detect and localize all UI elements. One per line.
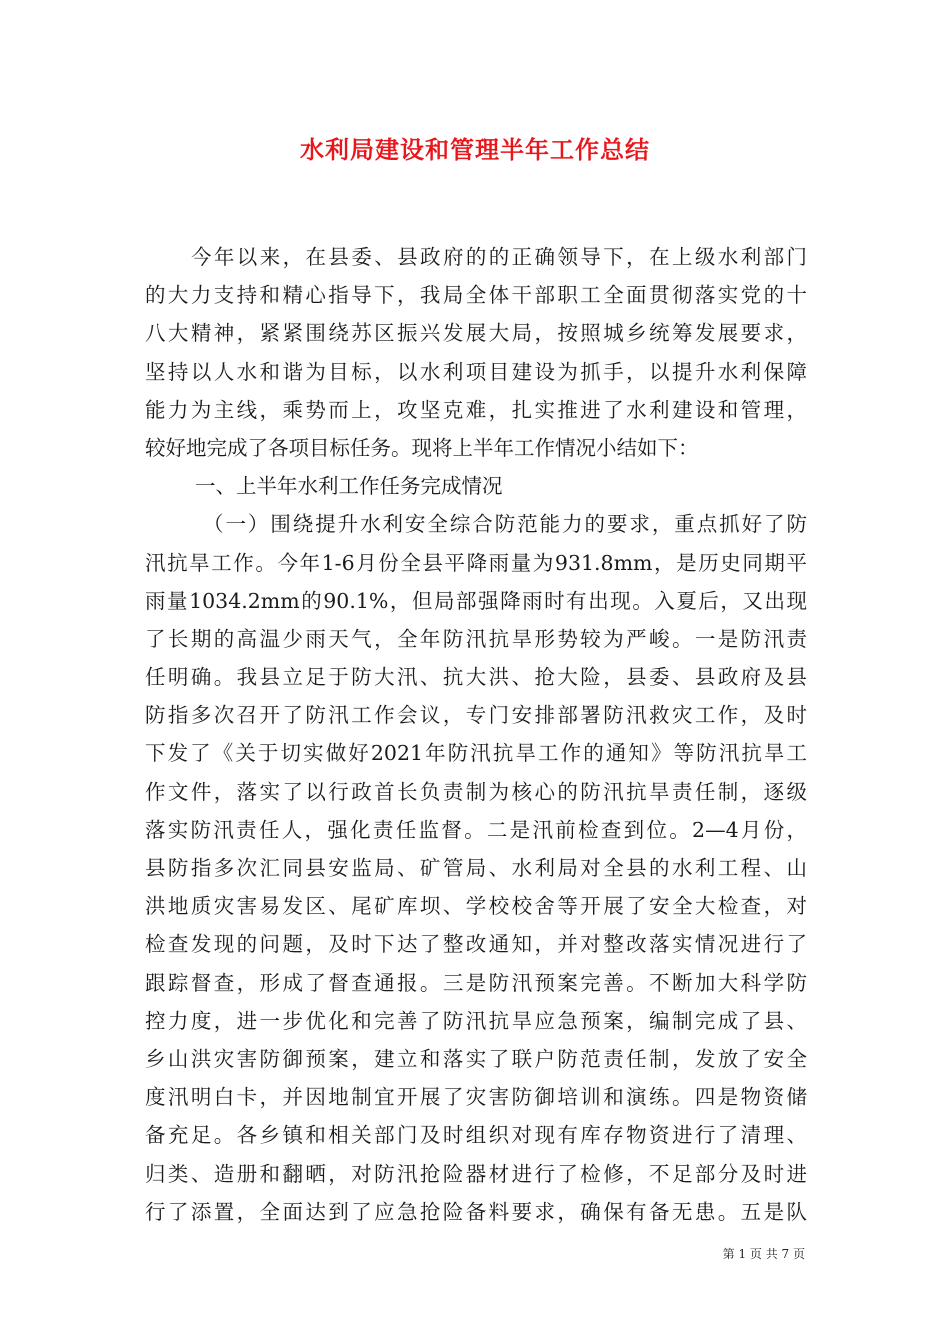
text-line: 了长期的高温少雨天气，全年防汛抗旱形势较为严峻。一是防汛责: [145, 626, 807, 651]
text-line: 控力度，进一步优化和完善了防汛抗旱应急预案，编制完成了县、: [145, 1008, 807, 1033]
text-line: （一）围绕提升水利安全综合防范能力的要求，重点抓好了防: [203, 512, 807, 537]
text-line: 坚持以人水和谐为目标，以水利项目建设为抓手，以提升水利保障: [145, 359, 807, 384]
text-line: 八大精神，紧紧围绕苏区振兴发展大局，按照城乡统筹发展要求，: [145, 321, 807, 346]
text-line: 汛抗旱工作。今年1-6月份全县平降雨量为931.8mm，是历史同期平: [145, 550, 807, 575]
text-line: 归类、造册和翻晒，对防汛抢险器材进行了检修，不足部分及时进: [145, 1161, 807, 1186]
text-line: 较好地完成了各项目标任务。现将上半年工作情况小结如下：: [145, 435, 699, 460]
document-body: [145, 238, 807, 1231]
text-line: 检查发现的问题，及时下达了整改通知，并对整改落实情况进行了: [145, 932, 807, 957]
text-line: 能力为主线，乘势而上，攻坚克难，扎实推进了水利建设和管理，: [145, 397, 807, 422]
text-line: 跟踪督查，形成了督查通报。三是防汛预案完善。不断加大科学防: [145, 970, 807, 995]
text-line: 落实防汛责任人，强化责任监督。二是汛前检查到位。2—4月份，: [145, 817, 807, 842]
text-line: 备充足。各乡镇和相关部门及时组织对现有库存物资进行了清理、: [145, 1123, 807, 1148]
text-line: 作文件，落实了以行政首长负责制为核心的防汛抗旱责任制，逐级: [145, 779, 807, 804]
text-line: 防指多次召开了防汛工作会议，专门安排部署防汛救灾工作，及时: [145, 703, 807, 728]
text-line: 今年以来，在县委、县政府的的正确领导下，在上级水利部门: [191, 245, 807, 269]
text-line: 任明确。我县立足于防大汛、抗大洪、抢大险，县委、县政府及县: [145, 665, 807, 690]
text-line: 的大力支持和精心指导下，我局全体干部职工全面贯彻落实党的十: [145, 283, 807, 308]
text-line: 洪地质灾害易发区、尾矿库坝、学校校舍等开展了安全大检查，对: [145, 894, 807, 919]
section-heading: 一、上半年水利工作任务完成情况: [195, 474, 503, 499]
text-line: 乡山洪灾害防御预案，建立和落实了联户防范责任制，发放了安全: [145, 1046, 807, 1071]
text-line: 行了添置，全面达到了应急抢险备料要求，确保有备无患。五是队: [145, 1199, 807, 1224]
document-title: 水利局建设和管理半年工作总结: [300, 135, 650, 164]
page-number: 第 1 页 共 7 页: [722, 1247, 805, 1261]
text-line: 度汛明白卡，并因地制宜开展了灾害防御培训和演练。四是物资储: [145, 1085, 807, 1110]
text-line: 雨量1034.2mm的90.1%，但局部强降雨时有出现。入夏后，又出现: [145, 588, 807, 613]
text-line: 下发了《关于切实做好2021年防汛抗旱工作的通知》等防汛抗旱工: [145, 741, 807, 766]
text-line: 县防指多次汇同县安监局、矿管局、水利局对全县的水利工程、山: [145, 856, 807, 880]
